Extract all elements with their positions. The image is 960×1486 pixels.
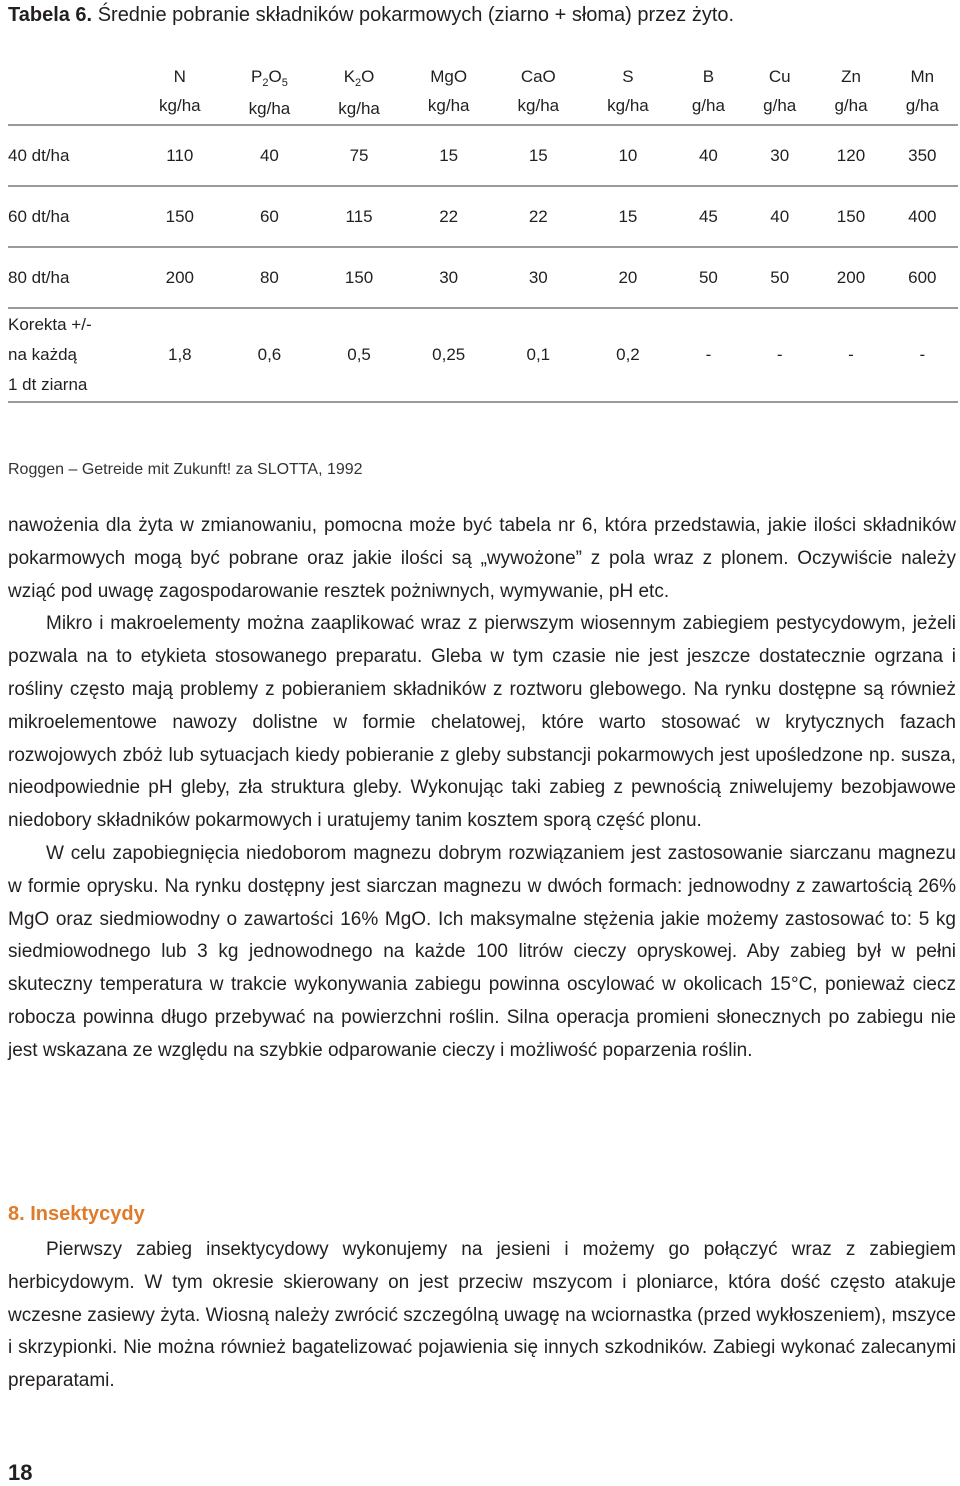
table-cell: 200	[135, 247, 225, 308]
table-cell: 75	[314, 125, 404, 186]
table-cell: 50	[673, 247, 744, 308]
section-heading: 8. Insektycydy	[8, 1203, 145, 1225]
paragraph: W celu zapobiegnięcia niedoborom magnezu dobrym rozwiązaniem jest zastosowanie siarczanu magnezu w formie oprysku. Na rynku dostępny jest siarczan magnezu w dwóch formach: jednowodny z zawartością 26% MgO oraz siedmiowodny o zawartości 16% MgO. Ich maksymalne stężenia jakie możemy zastosować to: 5 kg siedmiowodnego lub 3 kg jednowodnego na każde 100 litrów cieczy opryskowej. Aby zabieg był w pełni skuteczny temperatura w trakcie wykonywania zabiegu powinna oscylować w okolicach 15°C, ponieważ ciecz robocza powinna długo przebywać na powierzchni roślin. Silna operacja promieni słonecznych po zabiegu nie jest wskazana ze względu na szybkie odparowanie cieczy i możliwość poparzenia roślin.	[8, 842, 956, 1061]
col-header-b: B g/ha	[673, 62, 744, 125]
section-body	[8, 1234, 956, 1398]
table-row	[8, 186, 958, 247]
body-text	[8, 510, 956, 1068]
table-caption-label: Tabela 6.	[8, 4, 93, 26]
table-cell: 0,1	[494, 308, 584, 402]
table-cell: 30	[744, 125, 815, 186]
col-header-cao: CaO kg/ha	[494, 62, 584, 125]
table-header-row	[8, 62, 958, 125]
table-cell: 120	[815, 125, 886, 186]
table-cell: 200	[815, 247, 886, 308]
table-cell: 45	[673, 186, 744, 247]
table-caption	[8, 4, 734, 27]
table-source-note: Roggen – Getreide mit Zukunft! za SLOTTA, 1992	[8, 461, 363, 478]
page-number: 18	[8, 1460, 33, 1485]
table-cell: -	[815, 308, 886, 402]
row-label: 60 dt/ha	[8, 186, 135, 247]
paragraph: Mikro i makroelementy można zaaplikować wraz z pierwszym wiosennym zabiegiem pestycydowym, jeżeli pozwala na to etykieta stosowanego preparatu. Gleba w tym czasie nie jest jeszcze dostatecznie ogrzana i rośliny często mają problemy z pobieraniem składników z roztworu glebowego. Na rynku dostępne są również mikroelementowe nawozy dolistne w formie chelatowej, które warto stosować w krytycznych fazach rozwojowych zbóż lub sytuacjach kiedy pobieranie z gleby substancji pokarmowych jest upośledzone np. susza, nieodpowiednie pH gleby, zła struktura gleby. Wykonując taki zabieg z pewnością zniwelujemy bezobjawowe niedobory składników pokarmowych i uratujemy tanim kosztem sporą część plonu.	[8, 613, 956, 832]
row-label: 40 dt/ha	[8, 125, 135, 186]
col-header-cu: Cu g/ha	[744, 62, 815, 125]
table-cell: 400	[887, 186, 958, 247]
table-cell: -	[744, 308, 815, 402]
table-cell: 60	[225, 186, 315, 247]
table-cell: 22	[494, 186, 584, 247]
table-cell: 22	[404, 186, 494, 247]
table-cell: 115	[314, 186, 404, 247]
table-cell: 10	[583, 125, 673, 186]
table-cell: 0,6	[225, 308, 315, 402]
correction-row	[8, 308, 958, 402]
table-cell: 0,25	[404, 308, 494, 402]
table-corner-cell	[8, 62, 135, 125]
table-cell: 40	[673, 125, 744, 186]
table-cell: 15	[583, 186, 673, 247]
table-cell: -	[887, 308, 958, 402]
table-cell: 0,2	[583, 308, 673, 402]
table-cell: 150	[314, 247, 404, 308]
table-caption-text: Średnie pobranie składników pokarmowych (ziarno + słoma) przez żyto.	[97, 4, 735, 26]
correction-row-label: Korekta +/- na każdą 1 dt ziarna	[8, 308, 135, 402]
col-header-s: S kg/ha	[583, 62, 673, 125]
table-cell: 40	[225, 125, 315, 186]
col-header-mn: Mn g/ha	[887, 62, 958, 125]
table-cell: 20	[583, 247, 673, 308]
paragraph: nawożenia dla żyta w zmianowaniu, pomocna może być tabela nr 6, która przedstawia, jakie ilości składników pokarmowych mogą być pobrane oraz jakie ilości są „wywożone” z pola wraz z plonem. Oczywiście należy wziąć pod uwagę zagospodarowanie resztek pożniwnych, wymywanie, pH etc.	[8, 515, 956, 602]
table-cell: 0,5	[314, 308, 404, 402]
table-cell: 110	[135, 125, 225, 186]
table-cell: 30	[404, 247, 494, 308]
table-cell: 1,8	[135, 308, 225, 402]
col-header-k2o: $K_2O$ kg/ha	[314, 62, 404, 125]
col-header-zn: Zn g/ha	[815, 62, 886, 125]
paragraph: Pierwszy zabieg insektycydowy wykonujemy na jesieni i możemy go połączyć wraz z zabiegiem herbicydowym. W tym okresie skierowany on jest przeciw mszycom i ploniarce, która dość często atakuje wczesne zasiewy żyta. Wiosną należy zwrócić szczególną uwagę na wciornastka (przed wykłoszeniem), mszyce i skrzypionki. Nie można również bagatelizować pojawienia się innych szkodników. Zabiegi wykonać zalecanymi preparatami.	[8, 1239, 956, 1392]
nutrient-uptake-table	[8, 62, 958, 403]
table-cell: 40	[744, 186, 815, 247]
col-header-p2o5: $P_2O_5$ kg/ha	[225, 62, 315, 125]
table-cell: 15	[494, 125, 584, 186]
table-cell: 50	[744, 247, 815, 308]
col-header-n: N kg/ha	[135, 62, 225, 125]
table-cell: 30	[494, 247, 584, 308]
table-cell: -	[673, 308, 744, 402]
table-cell: 150	[815, 186, 886, 247]
table-row	[8, 125, 958, 186]
table-cell: 15	[404, 125, 494, 186]
table-cell: 150	[135, 186, 225, 247]
table-cell: 80	[225, 247, 315, 308]
row-label: 80 dt/ha	[8, 247, 135, 308]
table-cell: 600	[887, 247, 958, 308]
table-row	[8, 247, 958, 308]
table-cell: 350	[887, 125, 958, 186]
col-header-mgo: MgO kg/ha	[404, 62, 494, 125]
